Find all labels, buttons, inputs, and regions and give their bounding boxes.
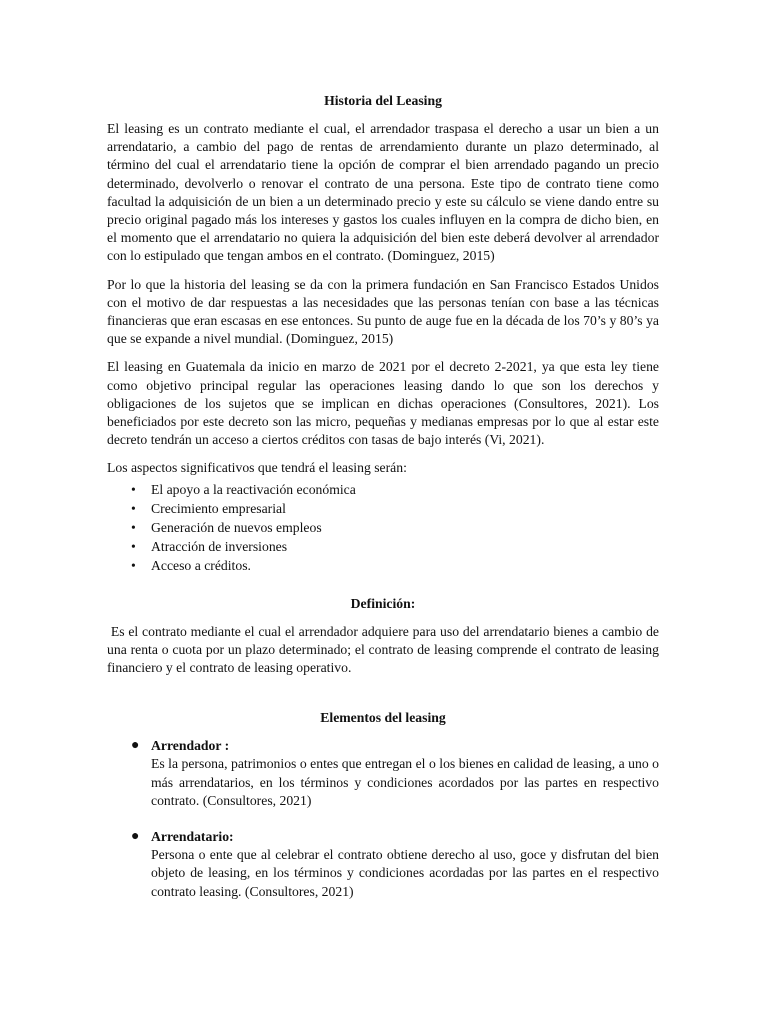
list-item: • El apoyo a la reactivación económica	[131, 480, 659, 499]
element-description: Es la persona, patrimonios o entes que entregan el o los bienes en calidad de leasing, a uno o más arrendatarios, en los términos y condiciones acordados por las partes en respectivo contrato. (Consultores, 2021)	[151, 756, 659, 808]
bullet-icon: ●	[131, 738, 140, 754]
definition-heading: Definición:	[350, 595, 416, 611]
element-title: Arrendatario:	[151, 829, 234, 845]
element-title: Arrendador :	[151, 738, 230, 754]
document-title: Historia del Leasing	[324, 93, 442, 108]
list-item: • Acceso a créditos.	[131, 556, 659, 575]
list-item: • Generación de nuevos empleos	[131, 518, 659, 537]
paragraph-history: Por lo que la historia del leasing se da con la primera fundación en San Francisco Estados Unidos con el motivo de dar respuestas a las necesidades que las personas tenían con base a las técnicas financieras que eran escasas en ese entonces. Su punto de auge fue en la década de los 70’s y 80’s ya que se expande a nivel mundial. (Dominguez, 2015)	[107, 276, 659, 347]
element-description: Persona o ente que al celebrar el contrato obtiene derecho al uso, goce y disfrutan del bien objeto de leasing, en los términos y condiciones acordadas por las partes en el respectivo contrato leasing. (Consultores, 2021)	[151, 847, 659, 899]
paragraph-guatemala: El leasing en Guatemala da inicio en marzo de 2021 por el decreto 2-2021, ya que esta ley tiene como objetivo principal regular las operaciones leasing dando lo que son los derechos y obligaciones de los sujetos que se implican en dichas operaciones (Consultores, 2021). Los beneficiados por este decreto son las micro, pequeñas y medianas empresas por lo que al estar este decreto tendrán un acceso a ciertos créditos con tasas de bajo interés (Vi, 2021).	[107, 359, 659, 448]
paragraph-intro: El leasing es un contrato mediante el cual, el arrendador traspasa el derecho a usar un bien a un arrendatario, a cambio del pago de rentas de arrendamiento durante un plazo determinado, al término del cual el arrendatario tiene la opción de comprar el bien arrendado pagando un precio determinado, devolverlo o renovar el contrato de una persona. Este tipo de contrato tiene como facultad la adquisición de un bien a un determinado precio y este su cálculo se viene dando entre su precio original pagado más los intereses y gastos los cuales influyen en la compra de dicho bien, en el momento que el arrendatario no quiera la adquisición del bien este deberá devolver al arrendador con lo estipulado que tengan ambos en el contrato. (Dominguez, 2015)	[107, 121, 659, 264]
paragraph-aspects-intro: Los aspectos significativos que tendrá el leasing serán:	[107, 460, 407, 476]
list-item: • Atracción de inversiones	[131, 537, 659, 556]
definition-paragraph: Es el contrato mediante el cual el arrendador adquiere para uso del arrendatario bienes a cambio de una renta o cuota por un plazo determinado; el contrato de leasing comprende el contrato de leasing financiero y el contrato de leasing operativo.	[107, 623, 663, 676]
bullet-icon: ●	[131, 829, 140, 845]
elements-heading: Elementos del leasing	[320, 710, 446, 726]
aspects-list	[107, 480, 659, 575]
element-arrendador	[107, 737, 659, 810]
list-item: • Crecimiento empresarial	[131, 499, 659, 518]
element-arrendatario	[107, 828, 659, 901]
